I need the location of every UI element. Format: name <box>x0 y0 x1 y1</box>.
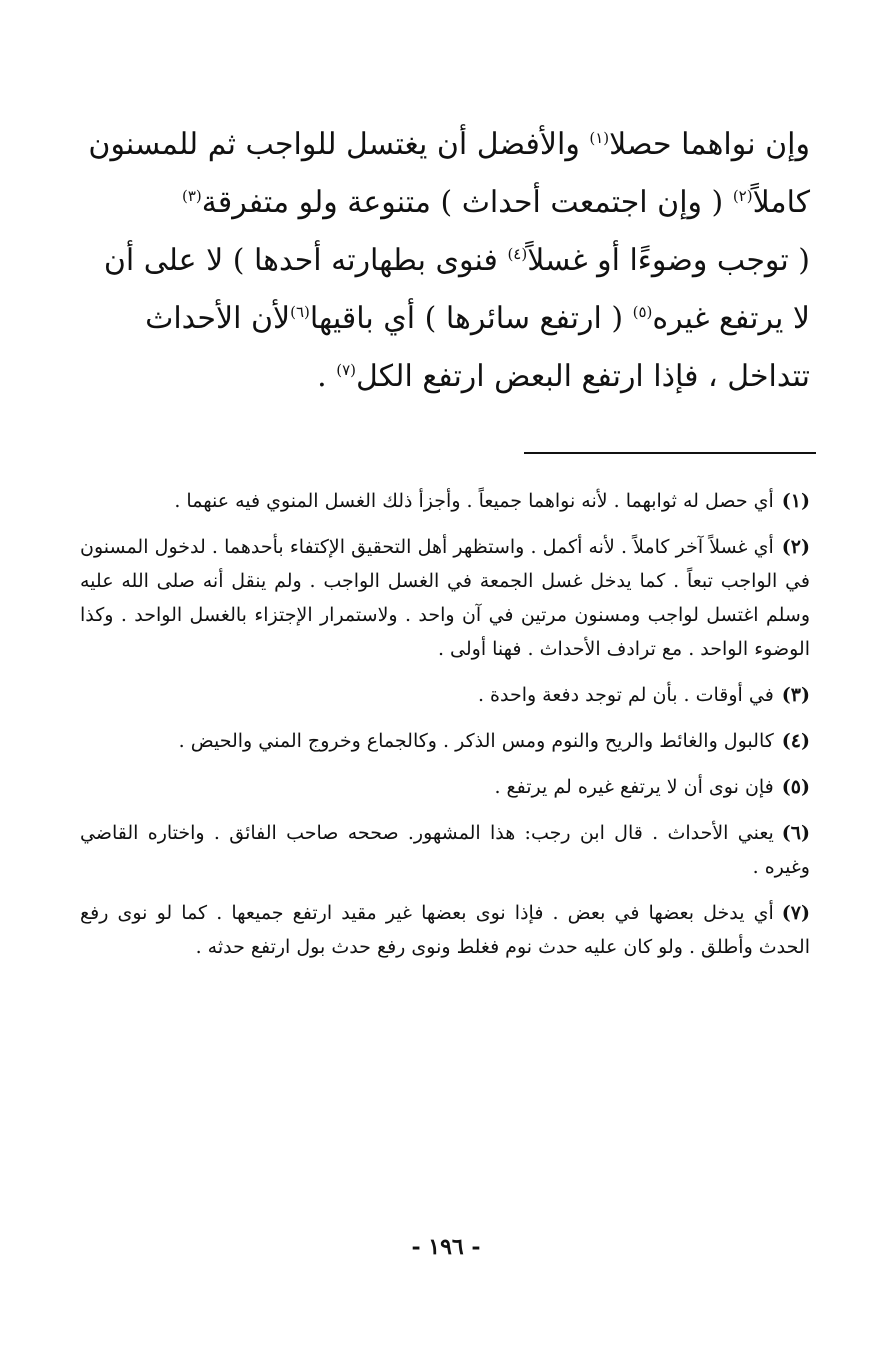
footnote-text: فإن نوى أن لا يرتفع غيره لم يرتفع . <box>494 776 774 798</box>
main-text-line <box>80 232 810 290</box>
footnote-number: (١) <box>781 490 810 512</box>
main-text-line <box>80 116 810 174</box>
footnote-reference: (٢) <box>732 187 753 205</box>
footnote-reference: (١) <box>589 129 610 147</box>
main-text-segment: لا يرتفع غيره <box>652 301 810 336</box>
main-text-segment: كاملاً <box>752 185 810 220</box>
footnote-item <box>80 530 810 666</box>
footnote-number: (٤) <box>781 730 810 752</box>
footnote-reference: (٦) <box>290 303 310 321</box>
footnote-separator <box>524 452 816 454</box>
main-text-line <box>80 348 810 406</box>
footnote-item <box>80 816 810 884</box>
footnote-number: (٥) <box>781 776 810 798</box>
main-text-line <box>80 290 810 348</box>
footnote-text: في أوقات . بأن لم توجد دفعة واحدة . <box>477 684 774 706</box>
footnote-number: (٧) <box>781 902 811 924</box>
footnote-number: (٦) <box>781 822 810 844</box>
footnote-reference: (٥) <box>632 303 653 321</box>
main-text-segment: فنوى بطهارته أحدها ) لا على أن <box>103 243 508 278</box>
main-text-segment: ( وإن اجتمعت أحداث ) متنوعة ولو متفرقة <box>201 185 733 220</box>
main-text-segment: ( توجب وضوءًا أو غسلاً <box>527 243 810 278</box>
main-text <box>80 116 810 406</box>
footnote-text: يعني الأحداث . قال ابن رجب: هذا المشهور. صححه صاحب الفائق . واختاره القاضي وغيره . <box>80 822 810 878</box>
footnotes-section <box>80 484 810 976</box>
main-text-line <box>80 174 810 232</box>
main-text-segment: تتداخل ، فإذا ارتفع البعض ارتفع الكل <box>356 359 810 394</box>
footnote-item <box>80 770 810 804</box>
footnote-item <box>80 724 810 758</box>
footnote-reference: (٧) <box>336 361 357 379</box>
footnote-item <box>80 484 810 518</box>
footnote-text: أي يدخل بعضها في بعض . فإذا نوى بعضها غير مقيد ارتفع جميعها . كما لو نوى رفع الحدث وأطلق . ولو كان عليه حدث نوم فغلط ونوى رفع حدث بول ارتفع حدثه . <box>80 902 810 958</box>
main-text-segment: والأفضل أن يغتسل للواجب ثم للمسنون <box>88 127 590 162</box>
main-text-segment: لأن الأحداث <box>145 301 291 336</box>
footnote-text: كالبول والغائط والريح والنوم ومس الذكر . وكالجماع وخروج المني والحيض . <box>178 730 774 752</box>
footnote-item <box>80 896 810 964</box>
footnote-item <box>80 678 810 712</box>
footnote-number: (٢) <box>781 536 810 558</box>
footnote-reference: (٤) <box>507 245 528 263</box>
footnote-text: أي غسلاً آخر كاملاً . لأنه أكمل . واستظهر أهل التحقيق الإكتفاء بأحدهما . لدخول المسنون في الواجب تبعاً . كما يدخل غسل الجمعة في الغسل الواجب . ولم ينقل أنه صلى الله عليه وسلم اغتسل لواجب ومسنون مرتين في آن واحد . ولاستمرار الإجتزاء بالغسل الواحد . وكذا الوضوء الواحد . مع ترادف الأحداث . فهنا أولى . <box>80 536 810 660</box>
page-number: - ١٩٦ - <box>411 1234 481 1260</box>
main-text-segment: ( ارتفع سائرها ) أي باقيها <box>309 301 633 336</box>
footnote-text: أي حصل له ثوابهما . لأنه نواهما جميعاً . وأجزأ ذلك الغسل المنوي فيه عنهما . <box>174 490 774 512</box>
main-text-segment: . <box>317 359 337 394</box>
footnote-reference: (٣) <box>182 187 202 205</box>
footnote-number: (٣) <box>781 684 810 706</box>
main-text-segment: وإن نواهما حصلا <box>609 127 810 162</box>
